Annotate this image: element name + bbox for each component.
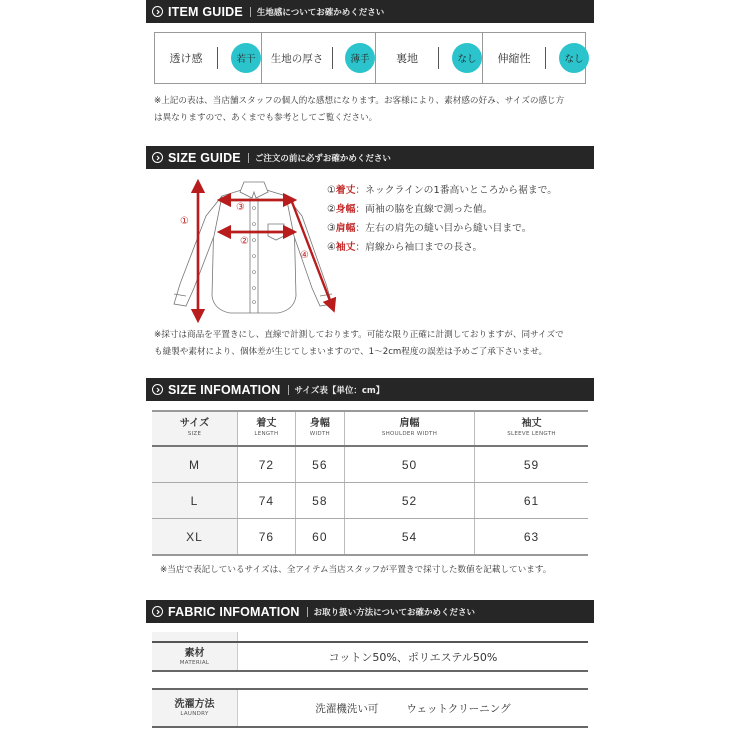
size-table [152, 410, 588, 556]
cell-length: 76 [238, 519, 296, 556]
table-row [152, 483, 588, 519]
divider [288, 385, 289, 395]
note-line: ※上記の表は、当店舗スタッフの個人的な感想になります。お客様により、素材感の好み、サイズの感じ方 [154, 96, 565, 106]
cell-size: M [152, 446, 238, 483]
guide-cell-lining [376, 33, 483, 83]
guide-value-badge: 若干 [231, 43, 261, 73]
section-title: FABRIC INFOMATION [168, 604, 300, 619]
divider [307, 607, 308, 617]
divider [545, 47, 546, 69]
fabric-row-material [152, 643, 588, 672]
fabric-row-laundry [152, 690, 588, 728]
label-length: ① [180, 216, 189, 227]
fabric-label-laundry: 洗濯方法 LAUNDRY [152, 690, 238, 726]
guide-label: 伸縮性 [497, 52, 531, 65]
section-subtitle: 生地感についてお確かめください [256, 7, 385, 18]
fabric-spacer [152, 632, 238, 641]
col-sleeve-length: 袖丈 SLEEVE LENGTH [475, 411, 588, 446]
guide-value-badge: 薄手 [345, 43, 375, 73]
col-shoulder-width: 肩幅 SHOULDER WIDTH [344, 411, 474, 446]
fabric-label-material: 素材 MATERIAL [152, 643, 238, 670]
cell-size: L [152, 483, 238, 519]
size-info-note [160, 562, 600, 579]
cell-shoulder: 52 [344, 483, 474, 519]
divider [438, 47, 439, 69]
section-subtitle: ご注文の前に必ずお確かめください [254, 153, 391, 164]
guide-value-badge: なし [452, 43, 482, 73]
guide-cell-transparency [155, 33, 262, 83]
guide-value-badge: なし [559, 43, 589, 73]
size-info-header [146, 378, 594, 401]
cell-width: 56 [295, 446, 344, 483]
section-title: SIZE INFOMATION [168, 382, 281, 397]
fabric-info-header [146, 600, 594, 623]
cell-width: 60 [295, 519, 344, 556]
guide-cell-stretch [483, 33, 589, 83]
divider [248, 153, 249, 163]
divider [332, 47, 333, 69]
shirt-measurement-diagram [160, 176, 340, 324]
guide-label: 透け感 [169, 52, 203, 65]
laundry-method: 洗濯機洗い可 [315, 702, 379, 715]
size-guide-note [154, 327, 594, 361]
note-line: は異なりますので、あくまでも参考としてご覧ください。 [154, 113, 378, 123]
note-line: ※採寸は商品を平置きにし、直線で計測しております。可能な限り正確に計測しておりますが、同サイズで [154, 330, 564, 340]
guide-label: 裏地 [396, 52, 418, 65]
table-row [152, 446, 588, 483]
cell-shoulder: 54 [344, 519, 474, 556]
note-line: ※当店で表記しているサイズは、全アイテム当店スタッフが平置きで採寸した数値を記載しています。 [160, 565, 552, 575]
fabric-value-laundry [238, 690, 588, 726]
section-title: ITEM GUIDE [168, 4, 243, 19]
table-row [152, 519, 588, 556]
laundry-method: ウェットクリーニング [406, 702, 511, 715]
cell-size: XL [152, 519, 238, 556]
cell-sleeve: 59 [475, 446, 588, 483]
item-guide-table [154, 32, 586, 84]
cell-length: 72 [238, 446, 296, 483]
item-guide-note [154, 93, 594, 127]
guide-label: 生地の厚さ [270, 52, 324, 65]
col-length: 着丈 LENGTH [238, 411, 296, 446]
definition-width: ②身幅：両袖の脇を直線で測った値。 [327, 204, 493, 215]
section-subtitle: お取り扱い方法についてお確かめください [313, 607, 475, 618]
col-width: 身幅 WIDTH [295, 411, 344, 446]
cell-width: 58 [295, 483, 344, 519]
label-shoulder: ③ [236, 202, 245, 213]
shirt-illustration-icon [160, 176, 340, 324]
divider [250, 7, 251, 17]
chevron-right-circle-icon [152, 152, 163, 163]
chevron-right-circle-icon [152, 384, 163, 395]
label-sleeve: ④ [300, 250, 309, 261]
item-guide-header [146, 0, 594, 23]
size-guide-header [146, 146, 594, 169]
col-size: サイズ SIZE [152, 411, 238, 446]
divider [217, 47, 218, 69]
section-title: SIZE GUIDE [168, 150, 241, 165]
table-header-row [152, 411, 588, 446]
cell-sleeve: 61 [475, 483, 588, 519]
cell-shoulder: 50 [344, 446, 474, 483]
guide-cell-thickness [262, 33, 376, 83]
cell-sleeve: 63 [475, 519, 588, 556]
label-width: ② [240, 236, 249, 247]
section-subtitle: サイズ表【単位：cm】 [294, 385, 385, 396]
definition-shoulder: ③肩幅：左右の肩先の縫い目から縫い目まで。 [327, 223, 532, 234]
chevron-right-circle-icon [152, 606, 163, 617]
fabric-value-material: コットン50%、ポリエステル50% [328, 650, 498, 664]
cell-length: 74 [238, 483, 296, 519]
chevron-right-circle-icon [152, 6, 163, 17]
note-line: も縫製や素材により、個体差が生じてしまいますので、1〜2cm程度の誤差は予めご了承下さいませ。 [154, 347, 548, 357]
definition-length: ①着丈：ネックラインの1番高いところから裾まで。 [327, 185, 558, 196]
definition-sleeve: ④袖丈：肩線から袖口までの長さ。 [327, 242, 483, 253]
measurement-definitions [327, 181, 557, 257]
